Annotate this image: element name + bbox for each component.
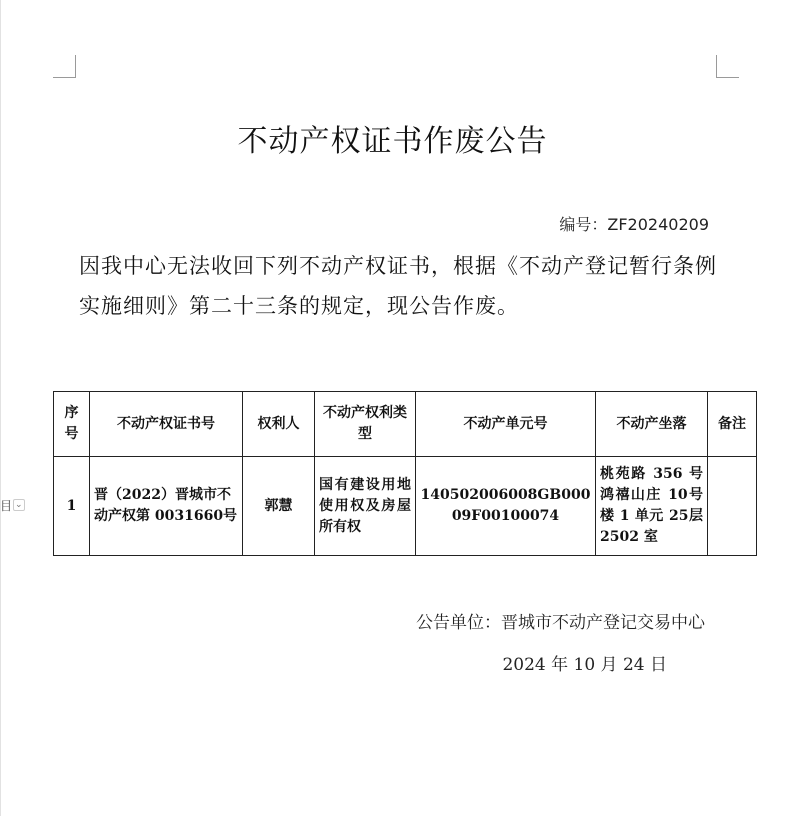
header-unit-no: 不动产单元号 xyxy=(416,392,596,457)
table-header-row xyxy=(54,392,757,457)
outline-toggle-label: 目 xyxy=(0,498,13,513)
outline-toggle[interactable] xyxy=(0,495,24,515)
document-number: 编号：ZF20240209 xyxy=(559,215,709,234)
cell-unit-no: 140502006008GB00009F00100074 xyxy=(416,457,596,556)
cell-location: 桃苑路 356 号鸿禧山庄 10号楼 1 单元 25层 2502 室 xyxy=(596,457,708,556)
header-seq: 序号 xyxy=(54,392,90,457)
cell-cert-no: 晋（2022）晋城市不动产权第 0031660号 xyxy=(90,457,243,556)
intro-paragraph: 因我中心无法收回下列不动产权证书，根据《不动产登记暂行条例实施细则》第二十三条的规定，现公告作废。 xyxy=(79,254,717,318)
issuer-line: 公告单位：晋城市不动产登记交易中心 xyxy=(416,613,705,633)
cell-right-type: 国有建设用地使用权及房屋所有权 xyxy=(315,457,416,556)
margin-corner-top-left xyxy=(53,55,76,78)
table-row xyxy=(54,457,757,556)
page-title: 不动产权证书作废公告 xyxy=(237,124,548,159)
chevron-down-icon: ⌄ xyxy=(15,500,23,510)
cell-seq: 1 xyxy=(54,457,90,556)
header-right-type: 不动产权利类型 xyxy=(315,392,416,457)
announcement-date: 2024 年 10 月 24 日 xyxy=(502,655,667,675)
certificate-table xyxy=(53,391,757,556)
cell-remark xyxy=(708,457,757,556)
margin-corner-top-right xyxy=(716,55,739,78)
cell-holder: 郭慧 xyxy=(243,457,315,556)
header-holder: 权利人 xyxy=(243,392,315,457)
header-remark: 备注 xyxy=(708,392,757,457)
header-location: 不动产坐落 xyxy=(596,392,708,457)
header-cert-no: 不动产权证书号 xyxy=(90,392,243,457)
